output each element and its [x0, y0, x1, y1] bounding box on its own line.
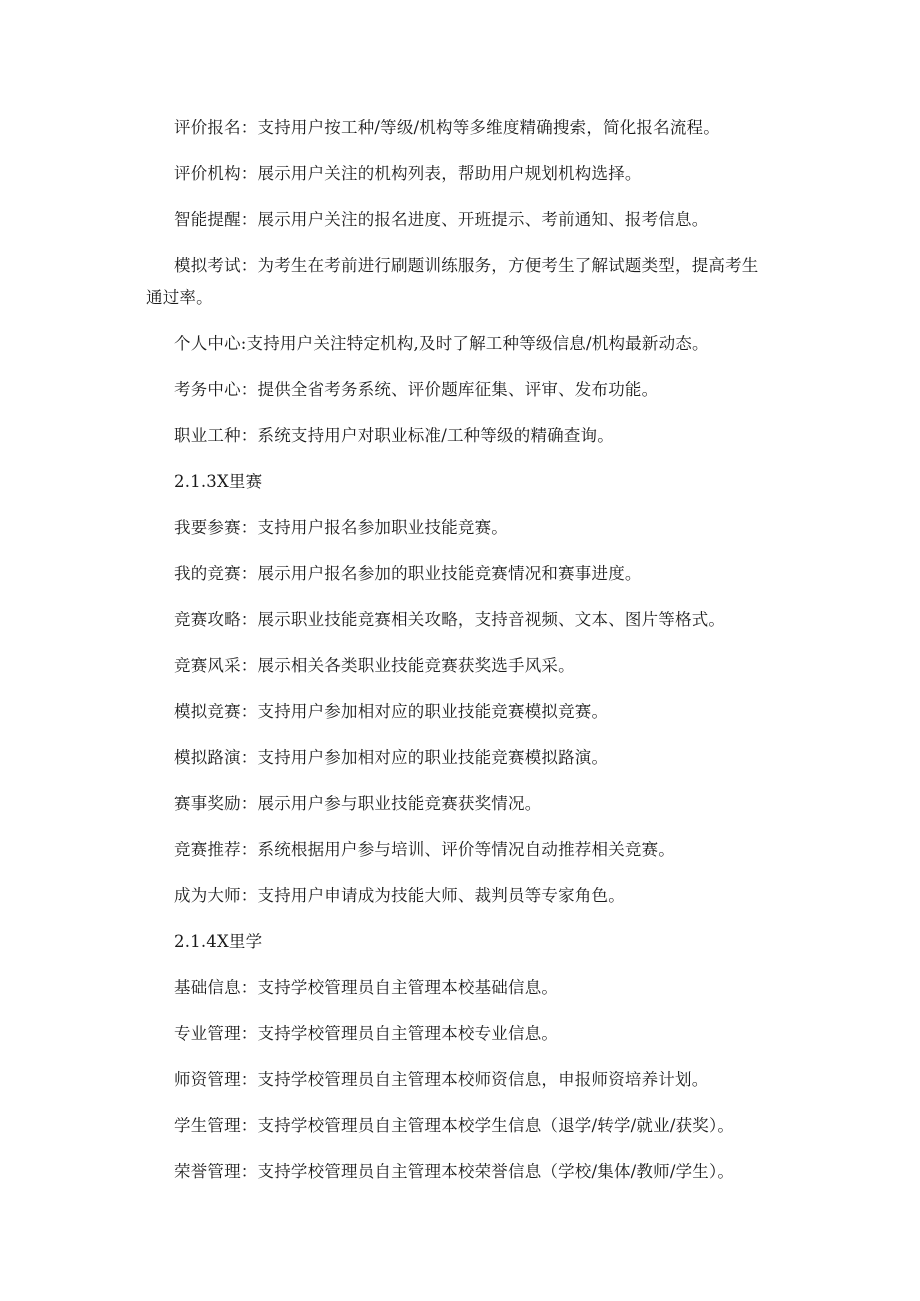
paragraph-exam-affairs-center: 考务中心：提供全省考务系统、评价题库征集、评审、发布功能。: [174, 380, 659, 399]
paragraph-smart-reminder: 智能提醒：展示用户关注的报名进度、开班提示、考前通知、报考信息。: [174, 210, 709, 229]
paragraph-mock-competition: 模拟竞赛：支持用户参加相对应的职业技能竞赛模拟竞赛。: [174, 702, 609, 721]
paragraph-basic-info: 基础信息：支持学校管理员自主管理本校基础信息。: [174, 978, 559, 997]
paragraph-competition-recommendation: 竞赛推荐：系统根据用户参与培训、评价等情况自动推荐相关竞赛。: [174, 840, 675, 859]
paragraph-mock-exam-continued: 通过率。: [146, 288, 213, 307]
section-heading-2-1-4: 2.1.4X里学: [174, 932, 263, 951]
paragraph-competition-showcase: 竞赛风采：展示相关各类职业技能竞赛获奖选手风采。: [174, 656, 575, 675]
paragraph-evaluation-registration: 评价报名：支持用户按工种/等级/机构等多维度精确搜索，简化报名流程。: [174, 118, 720, 137]
paragraph-honor-management: 荣誉管理：支持学校管理员自主管理本校荣誉信息（学校/集体/教师/学生）。: [174, 1162, 735, 1181]
paragraph-evaluation-institution: 评价机构：展示用户关注的机构列表，帮助用户规划机构选择。: [174, 164, 642, 183]
paragraph-mock-roadshow: 模拟路演：支持用户参加相对应的职业技能竞赛模拟路演。: [174, 748, 609, 767]
paragraph-join-competition: 我要参赛：支持用户报名参加职业技能竞赛。: [174, 518, 508, 537]
paragraph-occupation-types: 职业工种：系统支持用户对职业标准/工种等级的精确查询。: [174, 426, 614, 445]
paragraph-competition-rewards: 赛事奖励：展示用户参与职业技能竞赛获奖情况。: [174, 794, 542, 813]
paragraph-personal-center: 个人中心:支持用户关注特定机构,及时了解工种等级信息/机构最新动态。: [174, 334, 709, 353]
paragraph-major-management: 专业管理：支持学校管理员自主管理本校专业信息。: [174, 1024, 559, 1043]
paragraph-my-competitions: 我的竞赛：展示用户报名参加的职业技能竞赛情况和赛事进度。: [174, 564, 642, 583]
paragraph-competition-guide: 竞赛攻略：展示职业技能竞赛相关攻略，支持音视频、文本、图片等格式。: [174, 610, 726, 629]
paragraph-become-master: 成为大师：支持用户申请成为技能大师、裁判员等专家角色。: [174, 886, 625, 905]
paragraph-mock-exam: 模拟考试：为考生在考前进行刷题训练服务，方便考生了解试题类型，提高考生: [174, 256, 759, 275]
section-heading-2-1-3: 2.1.3X里赛: [174, 472, 263, 491]
paragraph-student-management: 学生管理：支持学校管理员自主管理本校学生信息（退学/转学/就业/获奖）。: [174, 1116, 735, 1135]
paragraph-faculty-management: 师资管理：支持学校管理员自主管理本校师资信息，申报师资培养计划。: [174, 1070, 709, 1089]
